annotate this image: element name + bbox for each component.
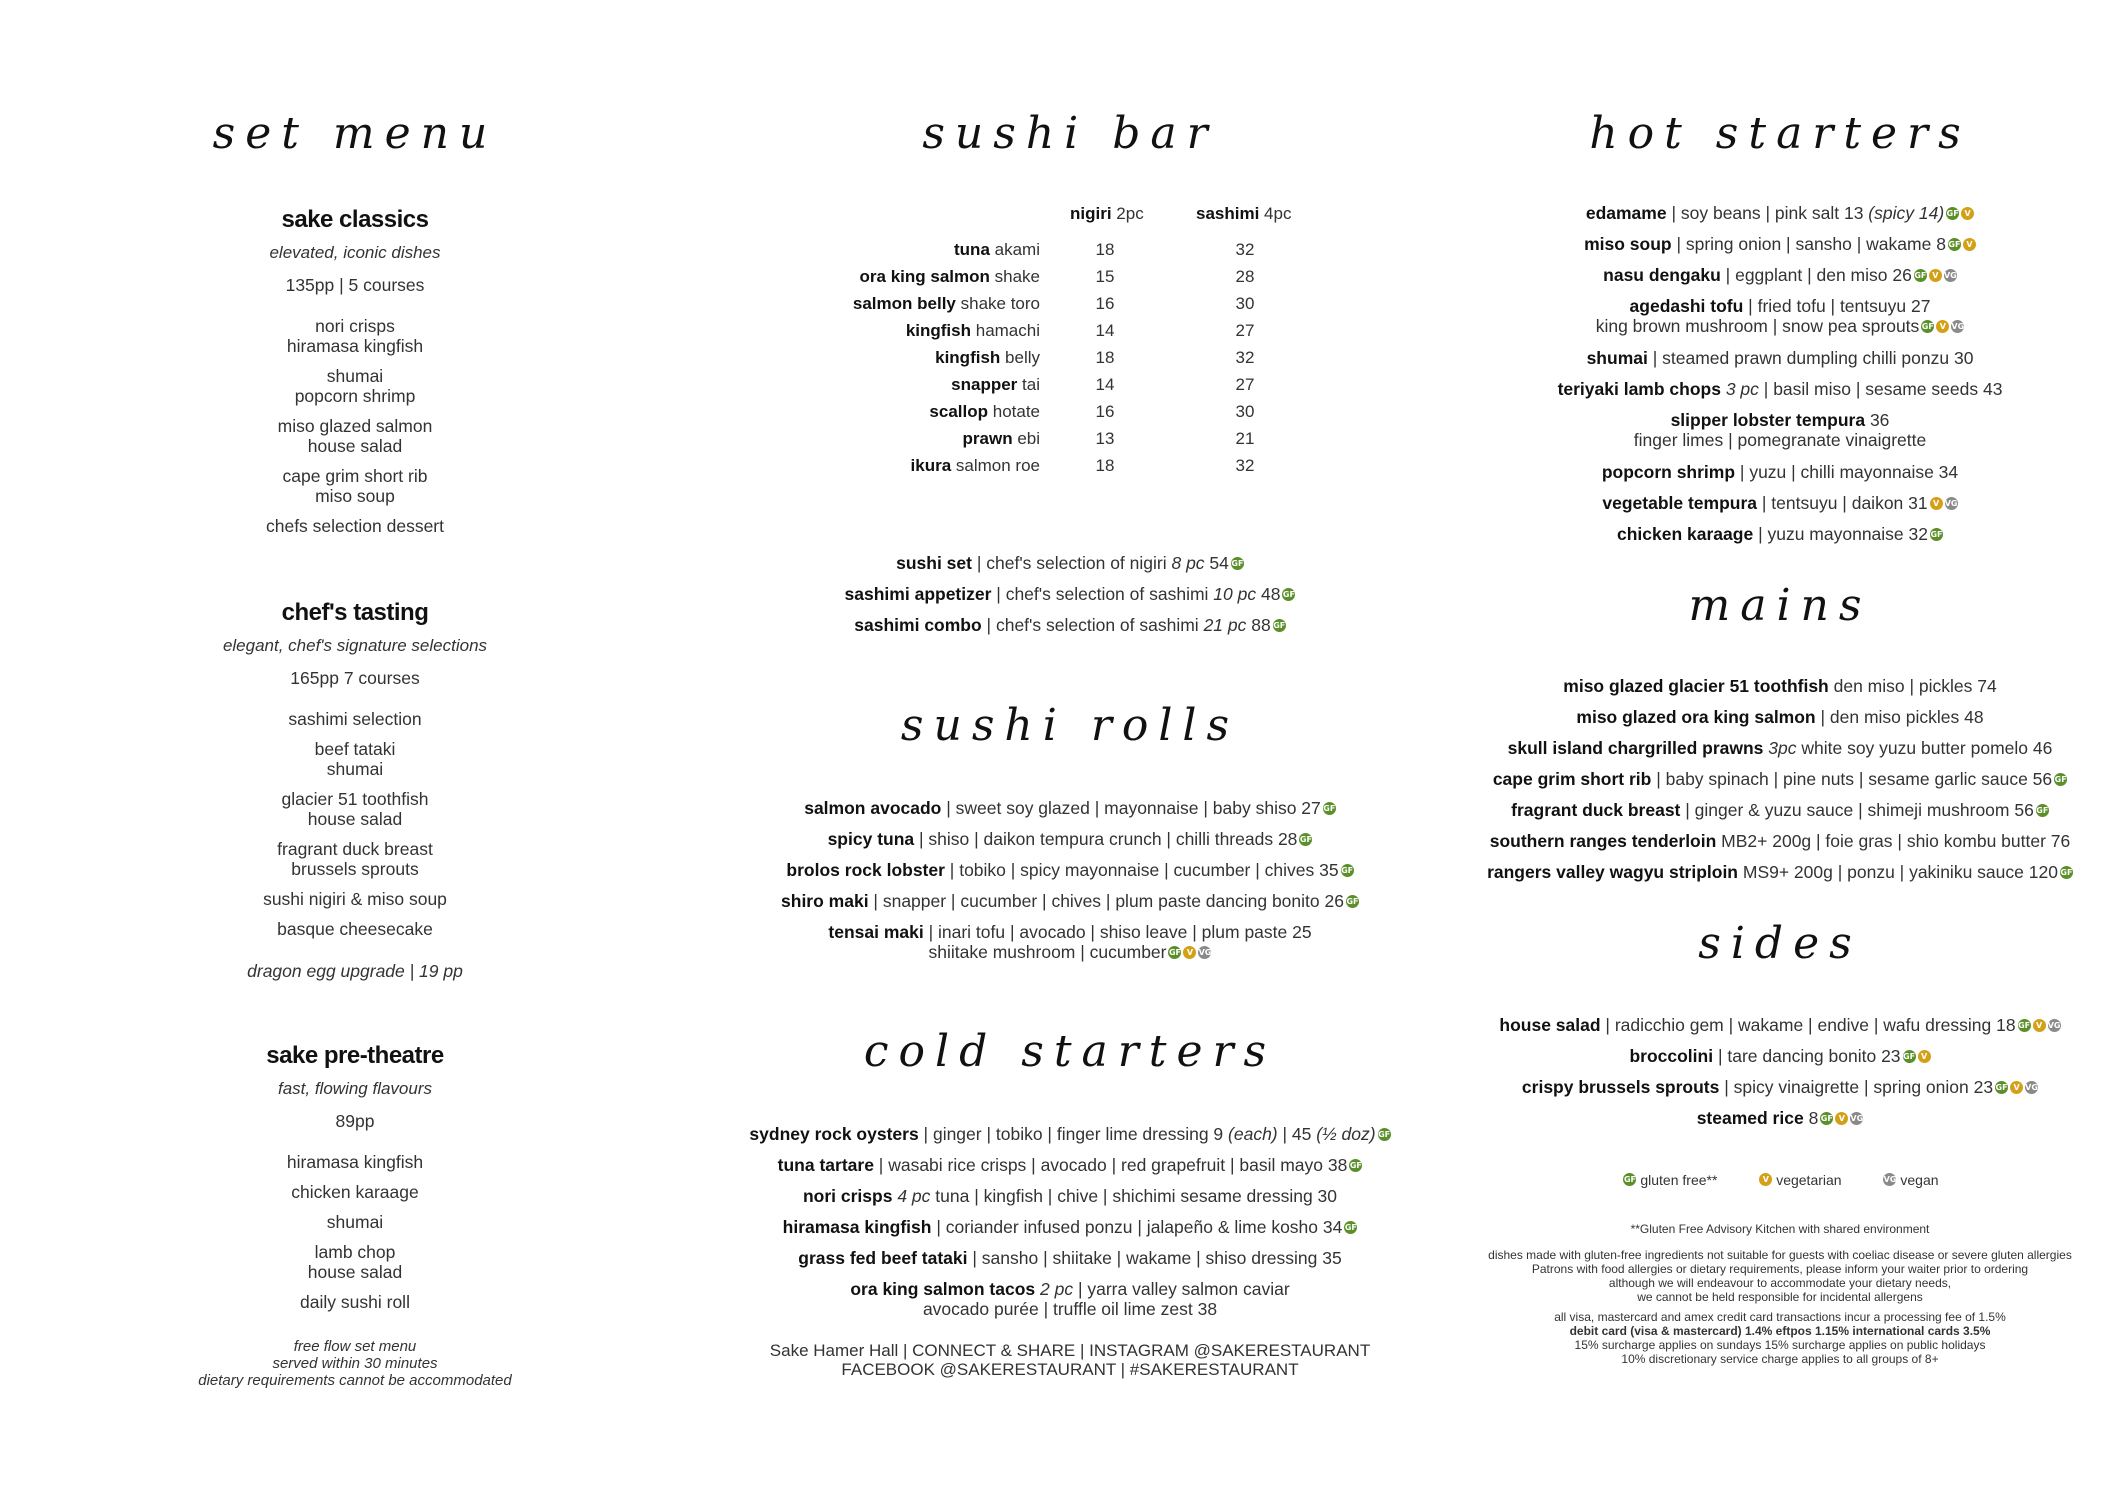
set-item: daily sushi roll xyxy=(300,1292,410,1312)
set-item: sashimi selection xyxy=(288,709,422,729)
hot-item: popcorn shrimp | yuzu | chilli mayonnaise 34 xyxy=(1601,462,1959,482)
gluten-free-icon: GF xyxy=(1344,1223,1357,1232)
set-item: house salad xyxy=(307,1262,403,1282)
sushi-row xyxy=(740,267,1400,294)
fine-print: Patrons with food allergies or dietary requirements, please inform your waiter prior to ordering xyxy=(1531,1262,2029,1276)
sides-title: sides xyxy=(1698,918,1862,969)
sushi-set-line: sashimi combo | chef's selection of sashimi 21 pc 88 GF xyxy=(854,615,1286,635)
vegan-icon: VG xyxy=(2025,1083,2038,1092)
cold-item: hiramasa kingfish | coriander infused ponzu | jalapeño & lime kosho 34 GF xyxy=(782,1217,1357,1237)
sushi-row xyxy=(740,375,1400,402)
sushi-name: kingfish hamachi xyxy=(905,321,1040,340)
roll-item-line2: shiitake mushroom | cucumber GF V VG xyxy=(928,942,1212,962)
mains-title: mains xyxy=(1688,580,1872,631)
chefs-tasting-subtitle: elegant, chef's signature selections xyxy=(222,636,488,655)
vegetarian-icon: V xyxy=(1930,497,1943,510)
gluten-free-icon: GF xyxy=(1378,1130,1391,1139)
nigiri-price: 18 xyxy=(1095,348,1115,367)
main-item: cape grim short rib | baby spinach | pine nuts | sesame garlic sauce 56 GF xyxy=(1492,769,2067,789)
cold-starters-title: cold starters xyxy=(863,1026,1277,1077)
sake-classics-title: sake classics xyxy=(281,206,429,233)
vegetarian-icon: V xyxy=(1963,238,1976,251)
set-item: nori crisps xyxy=(315,316,395,336)
set-item: sushi nigiri & miso soup xyxy=(263,889,447,909)
fine-print: **Gluten Free Advisory Kitchen with shared environment xyxy=(1630,1222,1930,1236)
hot-item-line2: king brown mushroom | snow pea sprouts GF V VG xyxy=(1595,316,1965,336)
pre-theatre-title: sake pre-theatre xyxy=(266,1042,444,1069)
gluten-free-icon: GF xyxy=(1231,559,1244,568)
gluten-free-icon: GF xyxy=(1623,1175,1636,1184)
cold-item: sydney rock oysters | ginger | tobiko | finger lime dressing 9 (each) | 45 (½ doz) GF xyxy=(749,1124,1391,1144)
vegan-icon: VG xyxy=(1951,322,1965,331)
roll-item: spicy tuna | shiso | daikon tempura crunch | chilli threads 28 GF xyxy=(827,829,1312,849)
nigiri-price: 18 xyxy=(1095,240,1115,259)
sushi-row xyxy=(740,348,1400,375)
fine-print: all visa, mastercard and amex credit card transactions incur a processing fee of 1.5% xyxy=(1554,1310,2006,1324)
main-item: miso glazed glacier 51 toothfish den miso | pickles 74 xyxy=(1563,676,1997,696)
gluten-free-icon: GF xyxy=(1946,209,1959,218)
sushi-name: scallop hotate xyxy=(929,402,1040,421)
sake-classics-subtitle: elevated, iconic dishes xyxy=(269,243,441,262)
vegetarian-icon: V xyxy=(2010,1081,2023,1094)
gluten-free-icon: GF xyxy=(1349,1161,1362,1170)
fine-print: we cannot be held responsible for incidental allergens xyxy=(1637,1290,1923,1304)
sashimi-price: 27 xyxy=(1235,375,1255,394)
side-item: crispy brussels sprouts | spicy vinaigrette | spring onion 23 GF V VG xyxy=(1521,1077,2038,1097)
gluten-free-icon: GF xyxy=(1299,835,1312,844)
roll-item: salmon avocado | sweet soy glazed | mayonnaise | baby shiso 27 GF xyxy=(804,798,1336,818)
set-item: shumai xyxy=(326,1212,384,1232)
gluten-free-icon: GF xyxy=(2060,868,2073,877)
vegetarian-icon: V xyxy=(1918,1050,1931,1063)
dragon-egg-upgrade: dragon egg upgrade | 19 pp xyxy=(247,961,463,981)
set-item: house salad xyxy=(307,809,403,829)
fine-print: 15% surcharge applies on sundays 15% surcharge applies on public holidays xyxy=(1574,1338,1986,1352)
hot-starters-title: hot starters xyxy=(1589,108,1971,159)
cold-item: tuna tartare | wasabi rice crisps | avocado | red grapefruit | basil mayo 38 GF xyxy=(777,1155,1362,1175)
chefs-tasting-price: 165pp 7 courses xyxy=(290,668,420,688)
set-item: miso glazed salmon xyxy=(277,416,433,436)
main-item: southern ranges tenderloin MB2+ 200g | foie gras | shio kombu butter 76 xyxy=(1489,831,2071,851)
main-item: skull island chargrilled prawns 3pc white soy yuzu butter pomelo 46 xyxy=(1507,738,2053,758)
cold-item: nori crisps 4 pc tuna | kingfish | chive | shichimi sesame dressing 30 xyxy=(802,1186,1338,1206)
hot-item: chicken karaage | yuzu mayonnaise 32 GF xyxy=(1617,524,1943,544)
vegetarian-icon: V xyxy=(1183,946,1196,959)
pre-theatre-note: dietary requirements cannot be accommodated xyxy=(198,1372,512,1389)
gluten-free-icon: GF xyxy=(1921,322,1934,331)
gluten-free-icon: GF xyxy=(1323,804,1336,813)
vegan-icon: VG xyxy=(1944,499,1958,508)
vegetarian-icon: V xyxy=(1929,269,1942,282)
sashimi-price: 30 xyxy=(1235,294,1255,313)
roll-item: brolos rock lobster | tobiko | spicy mayonnaise | cucumber | chives 35 GF xyxy=(786,860,1354,880)
side-item: steamed rice 8 GF V VG xyxy=(1696,1108,1864,1128)
sushi-name: ikura salmon roe xyxy=(910,456,1040,475)
nigiri-price: 16 xyxy=(1095,294,1115,313)
gluten-free-icon: GF xyxy=(1273,621,1286,630)
gluten-free-icon: GF xyxy=(1995,1083,2008,1092)
sashimi-price: 30 xyxy=(1235,402,1255,421)
sushi-set-line: sashimi appetizer | chef's selection of sashimi 10 pc 48 GF xyxy=(844,584,1295,604)
sushi-name: ora king salmon shake xyxy=(859,267,1040,286)
sushi-row xyxy=(740,321,1400,348)
sushi-row xyxy=(740,294,1400,321)
set-item: fragrant duck breast xyxy=(277,839,433,859)
sushi-name: snapper tai xyxy=(951,375,1040,394)
fine-print: debit card (visa & mastercard) 1.4% eftpos 1.15% international cards 3.5% xyxy=(1569,1324,1991,1338)
roll-item: tensai maki | inari tofu | avocado | shiso leave | plum paste 25 xyxy=(828,922,1312,942)
sushi-name: tuna akami xyxy=(954,240,1040,259)
set-item: cape grim short rib xyxy=(282,466,428,486)
side-item: house salad | radicchio gem | wakame | endive | wafu dressing 18 GF V VG xyxy=(1499,1015,2061,1035)
gluten-free-icon: GF xyxy=(1282,590,1295,599)
hot-item: vegetable tempura | tentsuyu | daikon 31 V VG xyxy=(1602,493,1958,513)
sashimi-price: 28 xyxy=(1235,267,1255,286)
hot-item: agedashi tofu | fried tofu | tentsuyu 27 xyxy=(1629,296,1931,316)
nigiri-price: 14 xyxy=(1095,375,1115,394)
hot-item: edamame | soy beans | pink salt 13 (spicy 14) GF V xyxy=(1470,203,2090,223)
pre-theatre-note: served within 30 minutes xyxy=(272,1355,438,1372)
social-footer[interactable]: FACEBOOK @SAKERESTAURANT | #SAKERESTAURANT xyxy=(841,1360,1299,1379)
hot-item: nasu dengaku | eggplant | den miso 26 GF V VG xyxy=(1603,265,1957,285)
vegetarian-icon: V xyxy=(1936,320,1949,333)
gluten-free-icon: GF xyxy=(2036,806,2049,815)
sashimi-header: sashimi 4pc xyxy=(1196,204,1292,223)
sushi-name: kingfish belly xyxy=(935,348,1040,367)
set-item: basque cheesecake xyxy=(277,919,433,939)
nigiri-price: 13 xyxy=(1095,429,1115,448)
gluten-free-icon: GF xyxy=(1820,1114,1833,1123)
gluten-free-icon: GF xyxy=(1903,1052,1916,1061)
hot-item: miso soup | spring onion | sansho | wakame 8 GF V xyxy=(1470,234,2090,254)
cold-item: ora king salmon tacos 2 pc | yarra valley salmon caviar xyxy=(850,1279,1290,1299)
gluten-free-icon: GF xyxy=(1948,240,1961,249)
roll-item: shiro maki | snapper | cucumber | chives | plum paste dancing bonito 26 GF xyxy=(781,891,1359,911)
sashimi-price: 21 xyxy=(1235,429,1255,448)
set-item: lamb chop xyxy=(314,1242,396,1262)
pre-theatre-note: free flow set menu xyxy=(293,1338,417,1355)
sushi-row xyxy=(740,456,1400,483)
dietary-legend: GF gluten free** V vegetarian VG vegan xyxy=(1623,1172,1939,1188)
nigiri-price: 15 xyxy=(1095,267,1115,286)
sashimi-price: 27 xyxy=(1235,321,1255,340)
set-item: hiramasa kingfish xyxy=(286,1152,424,1172)
set-item: chefs selection dessert xyxy=(265,516,444,536)
nigiri-price: 14 xyxy=(1095,321,1115,340)
sushi-bar-title: sushi bar xyxy=(922,108,1218,159)
fine-print: 10% discretionary service charge applies to all groups of 8+ xyxy=(1621,1352,1939,1366)
nigiri-price: 16 xyxy=(1095,402,1115,421)
gluten-free-icon: GF xyxy=(1914,271,1927,280)
social-footer[interactable]: Sake Hamer Hall | CONNECT & SHARE | INSTAGRAM @SAKERESTAURANT xyxy=(769,1341,1371,1360)
main-item: miso glazed ora king salmon | den miso pickles 48 xyxy=(1576,707,1984,727)
gluten-free-icon: GF xyxy=(1930,530,1943,539)
vegetarian-icon: V xyxy=(1835,1112,1848,1125)
vegan-icon: VG xyxy=(1943,271,1957,280)
sashimi-price: 32 xyxy=(1235,456,1255,475)
nigiri-header: nigiri 2pc xyxy=(1070,204,1144,223)
vegan-icon: VG xyxy=(2047,1021,2061,1030)
set-item: shumai xyxy=(326,759,384,779)
set-item: beef tataki xyxy=(314,739,396,759)
sashimi-price: 32 xyxy=(1235,240,1255,259)
gluten-free-icon: GF xyxy=(1341,866,1354,875)
vegan-icon: VG xyxy=(1198,948,1212,957)
vegan-icon: VG xyxy=(1883,1175,1897,1184)
gluten-free-icon: GF xyxy=(2054,775,2067,784)
cold-item-line2: avocado purée | truffle oil lime zest 38 xyxy=(922,1299,1218,1319)
chefs-tasting-title: chef's tasting xyxy=(281,599,429,626)
sushi-row xyxy=(740,429,1400,456)
sushi-name: salmon belly shake toro xyxy=(852,294,1040,313)
side-item: broccolini | tare dancing bonito 23 GF V xyxy=(1470,1046,2090,1066)
sushi-row xyxy=(740,402,1400,429)
set-item: brussels sprouts xyxy=(291,859,419,879)
vegetarian-icon: V xyxy=(1961,207,1974,220)
vegetarian-icon: V xyxy=(1759,1173,1772,1186)
gluten-free-icon: GF xyxy=(2018,1021,2031,1030)
hot-item: shumai | steamed prawn dumpling chilli ponzu 30 xyxy=(1586,348,1974,368)
sushi-set-line: sushi set | chef's selection of nigiri 8 pc 54 GF xyxy=(896,553,1244,573)
cold-item: grass fed beef tataki | sansho | shiitake | wakame | shiso dressing 35 xyxy=(798,1248,1342,1268)
pre-theatre-subtitle: fast, flowing flavours xyxy=(277,1079,432,1098)
set-item: shumai xyxy=(326,366,384,386)
hot-item-line2: finger limes | pomegranate vinaigrette xyxy=(1633,430,1927,450)
nigiri-price: 18 xyxy=(1095,456,1115,475)
hot-item: slipper lobster tempura 36 xyxy=(1670,410,1890,430)
sushi-rolls-title: sushi rolls xyxy=(900,700,1240,751)
set-menu-title: set menu xyxy=(212,108,498,159)
gluten-free-icon: GF xyxy=(1346,897,1359,906)
main-item: rangers valley wagyu striploin MS9+ 200g | ponzu | yakiniku sauce 120 GF xyxy=(1487,862,2073,882)
fine-print: although we will endeavour to accommodate your dietary needs, xyxy=(1608,1276,1952,1290)
pre-theatre-price: 89pp xyxy=(335,1111,375,1131)
set-item: miso soup xyxy=(315,486,395,506)
vegan-icon: VG xyxy=(1850,1114,1864,1123)
set-item: chicken karaage xyxy=(291,1182,419,1202)
sake-classics-price: 135pp | 5 courses xyxy=(285,275,425,295)
set-item: popcorn shrimp xyxy=(294,386,416,406)
main-item: fragrant duck breast | ginger & yuzu sauce | shimeji mushroom 56 GF xyxy=(1511,800,2049,820)
sushi-row xyxy=(740,240,1400,267)
hot-item: teriyaki lamb chops 3 pc | basil miso | sesame seeds 43 xyxy=(1557,379,2003,399)
set-item: house salad xyxy=(307,436,403,456)
fine-print: dishes made with gluten-free ingredients not suitable for guests with coeliac disease or severe gluten allergies xyxy=(1488,1248,2072,1262)
set-item: hiramasa kingfish xyxy=(286,336,424,356)
gluten-free-icon: GF xyxy=(1168,948,1181,957)
vegetarian-icon: V xyxy=(2033,1019,2046,1032)
sashimi-price: 32 xyxy=(1235,348,1255,367)
set-item: glacier 51 toothfish xyxy=(281,789,429,809)
sushi-name: prawn ebi xyxy=(962,429,1040,448)
